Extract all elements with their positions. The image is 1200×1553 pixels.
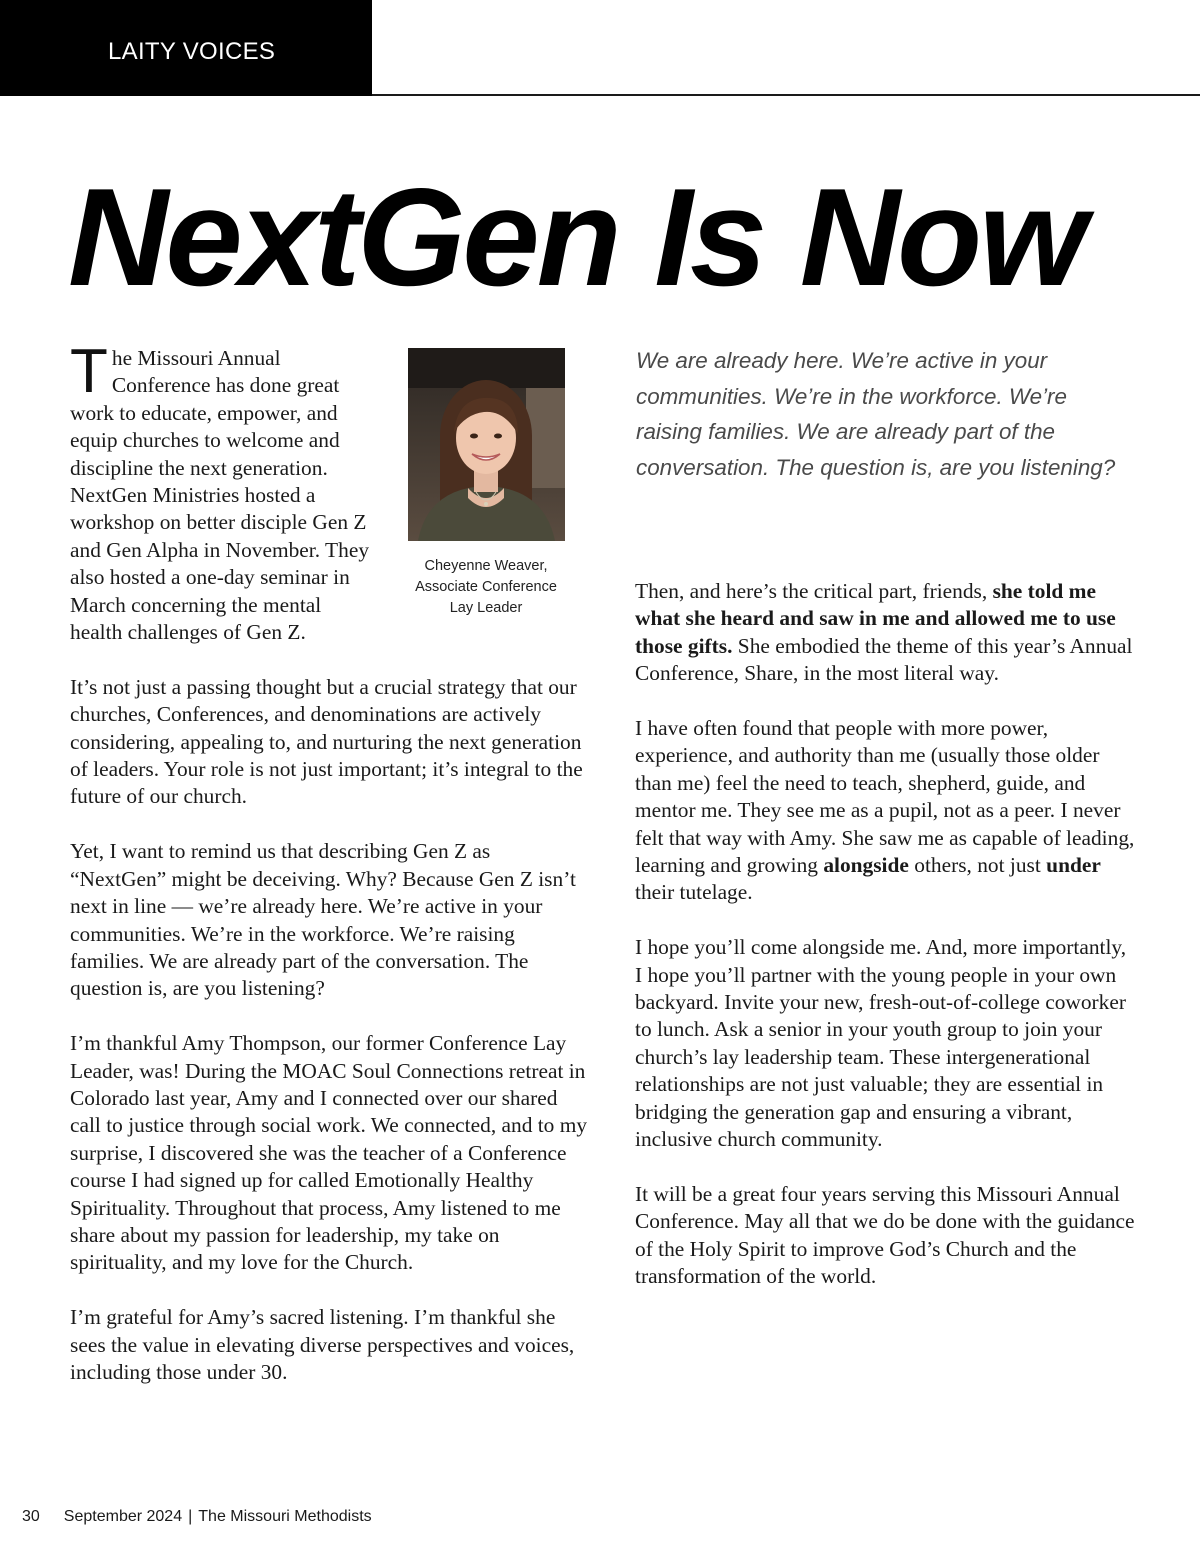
- body-paragraph: I hope you’ll come alongside me. And, more importantly, I hope you’ll partner with the young people in your own backyard. Invite your new, fresh-out-of-college coworker to lunch. Ask a senior in your youth group to join your church’s lay leadership team. These intergenerational relationships are not just valuable; they are essential in bridging the generation gap and ensuring a vibrant, inclusive church community.: [635, 935, 1127, 1152]
- header-rule: [372, 94, 1200, 96]
- caption-name: Cheyenne Weaver,: [424, 558, 548, 574]
- photo-caption: [400, 556, 572, 619]
- page-footer: [22, 1508, 372, 1526]
- page-number: 30: [22, 1508, 40, 1525]
- body-paragraph: I’m grateful for Amy’s sacred listening. I’m thankful she sees the value in elevating diverse perspectives and voices, including those under 30.: [70, 1305, 575, 1384]
- publication-name: The Missouri Methodists: [198, 1508, 372, 1525]
- footer-separator: |: [188, 1508, 193, 1525]
- text-run: She embodied the theme of this year’s Annual Conference, Share, in the most literal way.: [635, 633, 1133, 686]
- pull-quote: We are already here. We’re active in your communities. We’re in the workforce. We’re raising families. We are already part of the conversation. The question is, are you listening?: [636, 348, 1116, 480]
- portrait-photo: [408, 348, 565, 541]
- intro-paragraph: [70, 337, 370, 646]
- bold-text: under: [1046, 853, 1101, 878]
- text-run: their tutelage.: [635, 880, 753, 905]
- body-paragraph: It will be a great four years serving this Missouri Annual Conference. May all that we do be done with the guidance of the Holy Spirit to improve God’s Church and the transformation of the world.: [635, 1181, 1135, 1289]
- bold-text: she told me what she heard and saw in me and allowed me to use those gifts.: [635, 579, 1116, 658]
- body-paragraph: Yet, I want to remind us that describing Gen Z as “NextGen” might be deceiving. Why? Because Gen Z isn’t next in line — we’re already here. We’re active in your communities. We’re in the workforce. We’re raising families. We are already part of the conversation. The question is, are you listening?: [70, 839, 576, 1001]
- body-paragraph: It’s not just a passing thought but a crucial strategy that our churches, Conferences, and denominations are actively considering, appealing to, and nurturing the next generation of leaders. Your role is not just important; it’s integral to the future of our church.: [70, 674, 583, 809]
- text-run: others, not just: [908, 853, 1047, 878]
- right-column: [635, 578, 1135, 1318]
- caption-title: Associate Conference: [415, 579, 557, 595]
- bold-text: alongside: [823, 853, 909, 878]
- section-label: LAITY VOICES: [0, 0, 372, 96]
- text-run: Then, and here’s the critical part, friends,: [635, 579, 993, 603]
- body-paragraph: [635, 715, 1135, 907]
- text-run: I have often found that people with more power, experience, and authority than me (usually those older than me) feel the need to teach, shepherd, guide, and mentor me. They see me as a pupil, not as a peer. I never felt that way with Amy. She saw me as capable of leading, learning and growing: [635, 716, 1135, 878]
- article-headline: NextGen Is Now: [68, 160, 1085, 315]
- body-paragraph: I’m thankful Amy Thompson, our former Conference Lay Leader, was! During the MOAC Soul Connections retreat in Colorado last year, Amy and I connected over our shared call to justice through social work. We connected, and to my surprise, I discovered she was the teacher of a Conference course I had signed up for called Emotionally Healthy Spirituality. Throughout that process, Amy listened to me share about my passion for leadership, my take on spirituality, and my love for the Church.: [70, 1031, 588, 1275]
- body-paragraph: [635, 578, 1135, 688]
- intro-text: he Missouri Annual Conference has done great work to educate, empower, and equip churches to welcome and discipline the next generation. NextGen Ministries hosted a workshop on better disciple Gen Z and Gen Alpha in November. They also hosted a one-day seminar in March concerning the mental health challenges of Gen Z.: [70, 346, 370, 645]
- portrait-illustration: [408, 348, 565, 541]
- issue-date: September 2024: [63, 1508, 183, 1525]
- caption-title-line2: Lay Leader: [449, 600, 523, 616]
- drop-cap: T: [70, 337, 108, 406]
